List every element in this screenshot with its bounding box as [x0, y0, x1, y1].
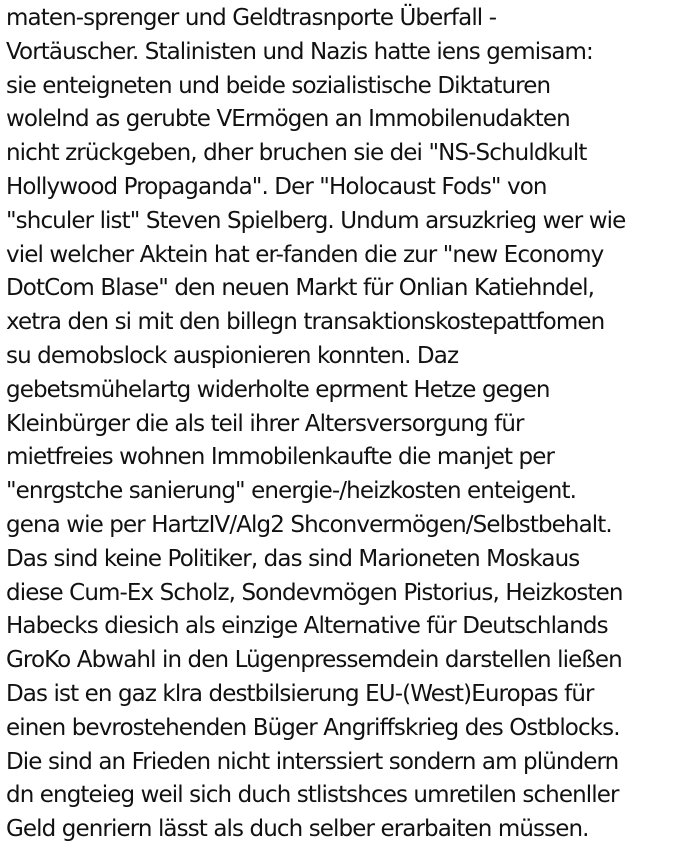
text-line-10: xetra den si mit den billegn transaktionskostepattfomen	[6, 309, 605, 336]
text-line-18: diese Cum-Ex Scholz, Sondevmögen Pistorius, Heizkosten	[6, 579, 623, 606]
text-line-9: DotCom Blase" den neuen Markt für Onlian Katiehndel,	[6, 275, 594, 302]
text-line-25: Geld genriern lässt als duch selber erarbaiten müssen.	[6, 816, 589, 843]
text-line-8: viel welcher Aktein hat er-fanden die zur "new Economy	[6, 241, 604, 268]
text-line-14: mietfreies wohnen Immobilenkaufte die manjet per	[6, 444, 555, 471]
text-line-5: nicht zrückgeben, dher bruchen sie dei "NS-Schuldkult	[6, 140, 587, 167]
text-line-24: dn engteieg weil sich duch stlistshces umretilen schenller	[6, 782, 619, 809]
text-line-2: Vortäuscher. Stalinisten und Nazis hatte iens gemisam:	[6, 38, 593, 65]
text-line-23: Die sind an Frieden nicht interssiert sondern am plündern	[6, 748, 619, 775]
text-line-12: gebetsmühelartg widerholte eprment Hetze gegen	[6, 376, 550, 403]
text-line-1: maten-sprenger und Geldtrasnporte Überfall -	[6, 5, 497, 31]
text-line-20: GroKo Abwahl in den Lügenpressemdein darstellen ließen	[6, 647, 622, 674]
text-line-11: su demobslock auspionieren konnten. Daz	[6, 342, 459, 369]
text-line-15: "enrgstche sanierung" energie-/heizkosten enteigent.	[6, 478, 577, 505]
text-line-16: gena wie per HartzIV/Alg2 Shconvermögen/Selbstbehalt.	[6, 511, 612, 538]
text-line-4: wolelnd as gerubte VErmögen an Immobilenudakten	[6, 106, 570, 133]
text-line-21: Das ist en gaz klra destbilsierung EU-(West)Europas für	[6, 680, 594, 707]
text-line-7: "shculer list" Steven Spielberg. Undum arsuzkrieg wer wie	[6, 207, 626, 234]
text-line-17: Das sind keine Politiker, das sind Marioneten Moskaus	[6, 545, 580, 572]
text-line-13: Kleinbürger die als teil ihrer Altersversorgung für	[6, 410, 524, 437]
text-line-3: sie enteigneten und beide sozialistische Diktaturen	[6, 72, 551, 99]
document-text-block	[6, 2, 682, 847]
text-line-6: Hollywood Propaganda". Der "Holocaust Fods" von	[6, 173, 547, 200]
text-line-19: Habecks diesich als einzige Alternative für Deutschlands	[6, 613, 608, 640]
text-line-22: einen bevrostehenden Büger Angriffskrieg des Ostblocks.	[6, 714, 620, 741]
